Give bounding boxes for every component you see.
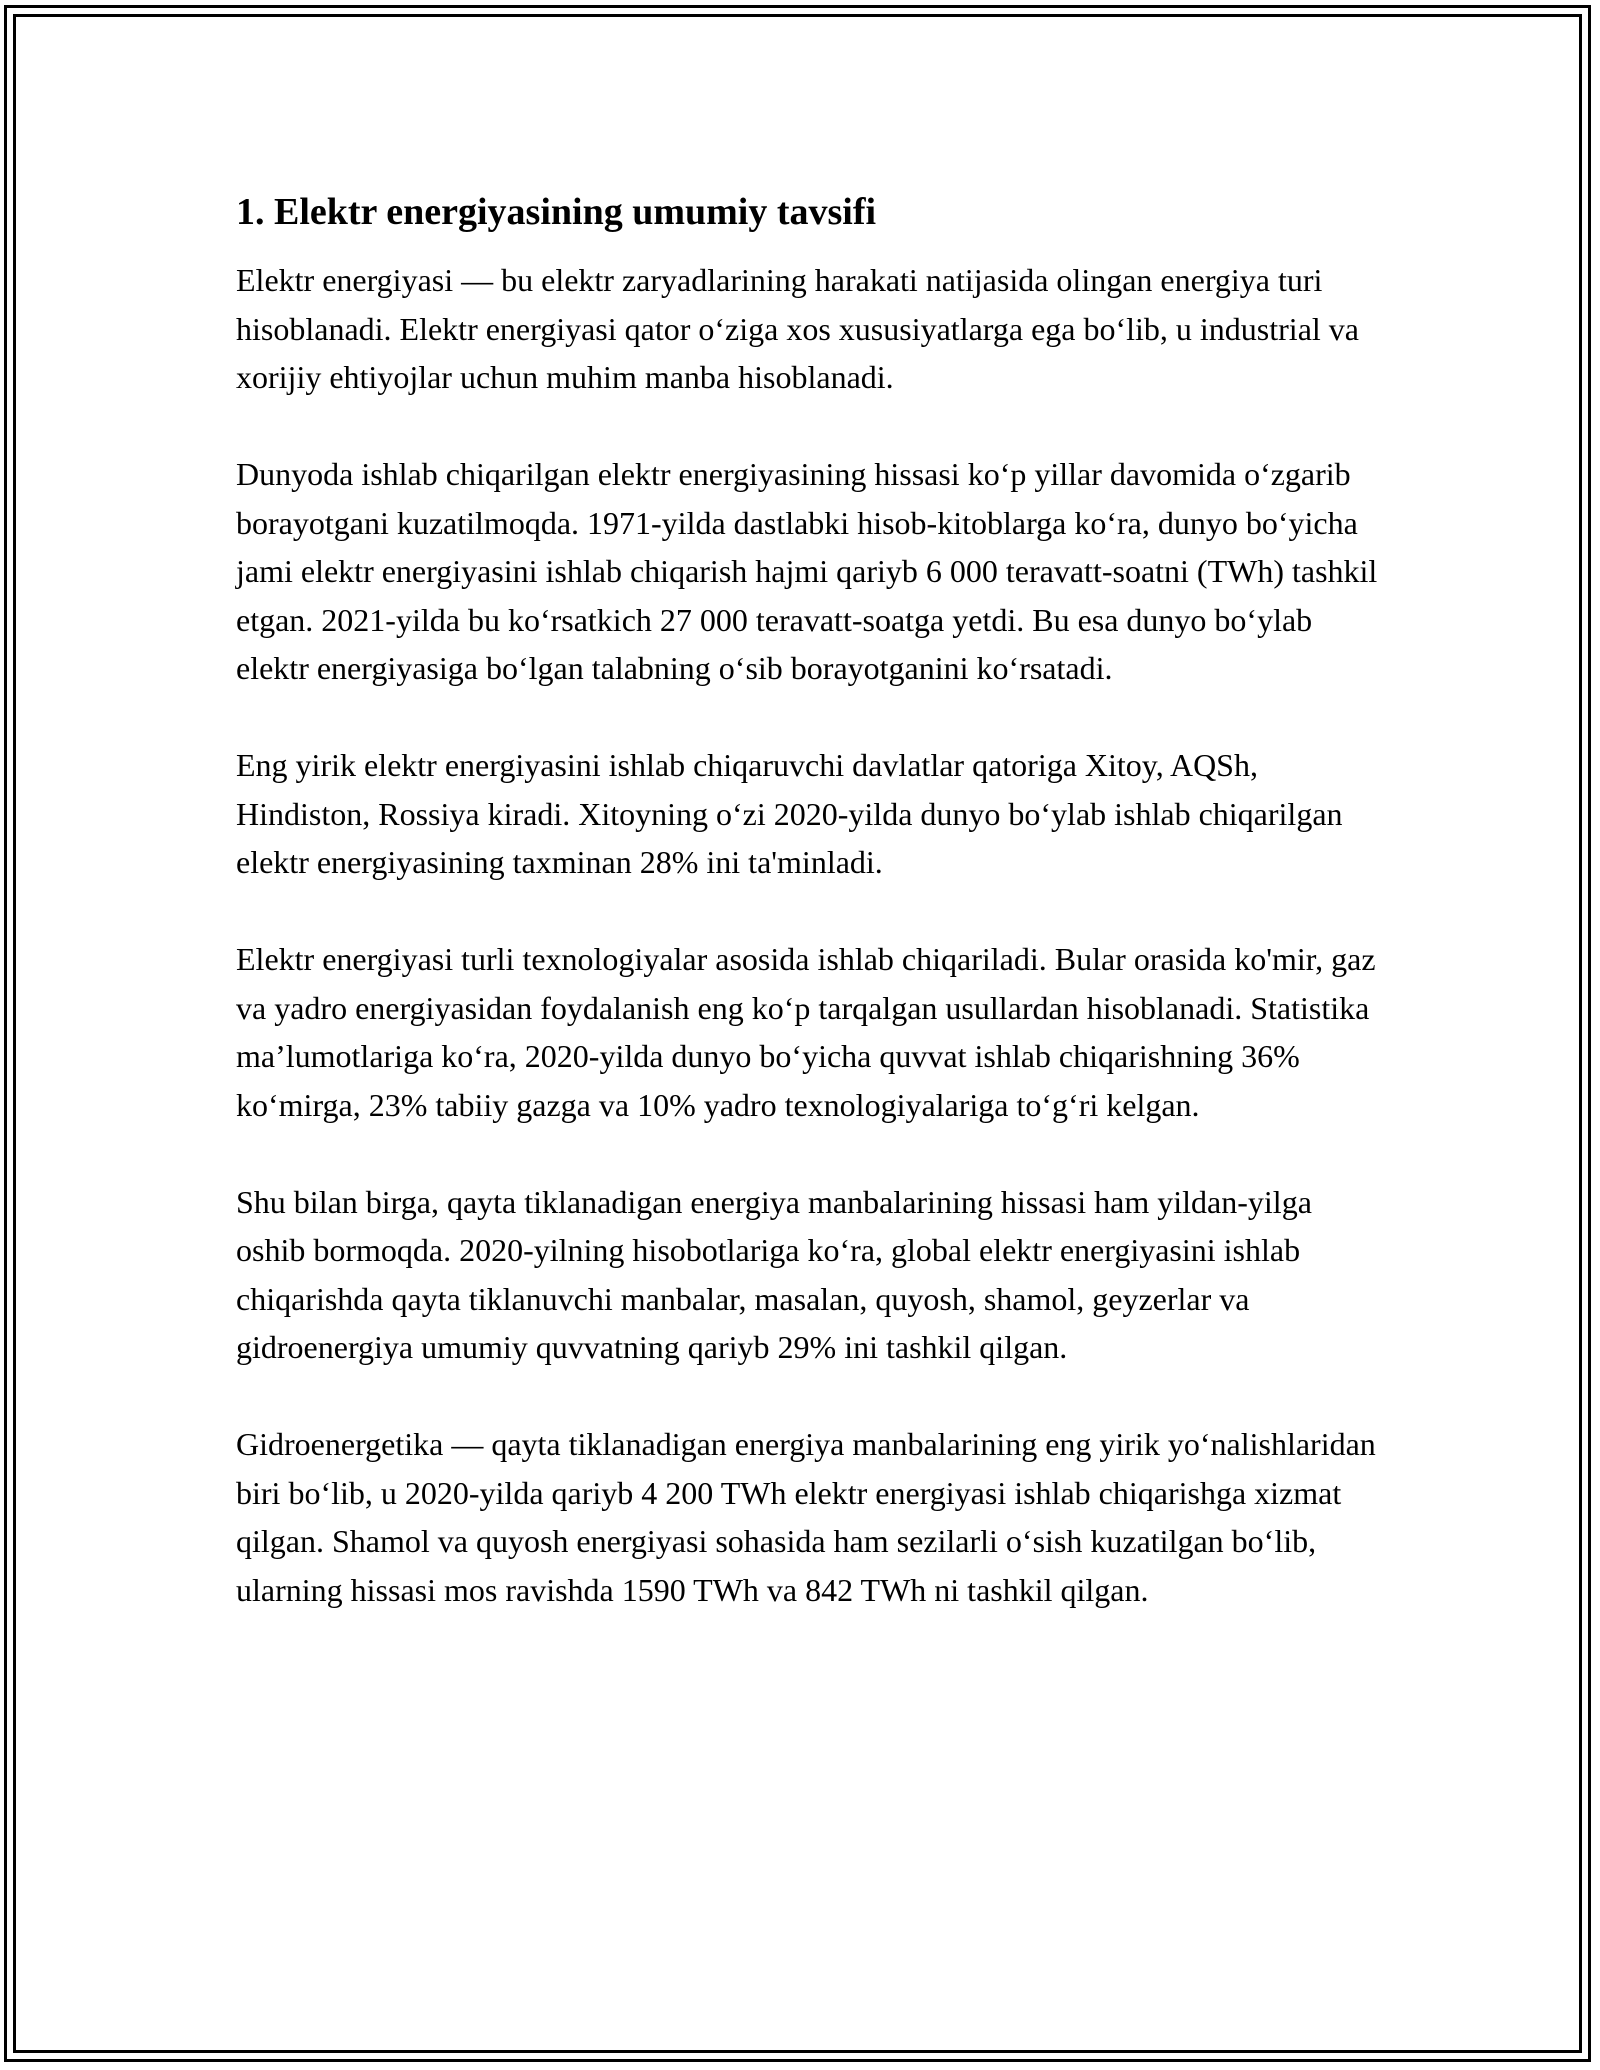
paragraph-largest-producers: Eng yirik elektr energiyasini ishlab chiqaruvchi davlatlar qatoriga Xitoy, AQSh, Hindiston, Rossiya kiradi. Xitoyning oʻzi 2020-yilda dunyo boʻylab ishlab chiqarilgan elektr energiyasining taxminan 28% ini ta'minladi. [236,747,1343,880]
paragraph-world-production: Dunyoda ishlab chiqarilgan elektr energiyasining hissasi koʻp yillar davomida oʻzgarib borayotgani kuzatilmoqda. 1971-yilda dastlabki hisob-kitoblarga koʻra, dunyo boʻyicha jami elektr energiyasini ishlab chiqarish hajmi qariyb 6 000 teravatt-soatni (TWh) tashkil etgan. 2021-yilda bu koʻrsatkich 27 000 teravatt-soatga yetdi. Bu esa dunyo boʻylab elektr energiyasiga boʻlgan talabning oʻsib borayotganini koʻrsatadi. [236,456,1378,686]
section-heading: 1. Elektr energiyasining umumiy tavsifi [236,191,877,233]
paragraph-technologies: Elektr energiyasi turli texnologiyalar asosida ishlab chiqariladi. Bular orasida ko'mir, gaz va yadro energiyasidan foydalanish eng koʻp tarqalgan usullardan hisoblanadi. Statistika maʼlumotlariga koʻra, 2020-yilda dunyo boʻyicha quvvat ishlab chiqarishning 36% koʻmirga, 23% tabiiy gazga va 10% yadro texnologiyalariga toʻgʻri kelgan. [236,941,1376,1123]
paragraph-definition: Elektr energiyasi — bu elektr zaryadlarining harakati natijasida olingan energiya turi hisoblanadi. Elektr energiyasi qator oʻziga xos xususiyatlarga ega boʻlib, u industrial va xorijiy ehtiyojlar uchun muhim manba hisoblanadi. [236,262,1359,395]
paragraph-hydropower: Gidroenergetika — qayta tiklanadigan energiya manbalarining eng yirik yoʻnalishlaridan biri boʻlib, u 2020-yilda qariyb 4 200 TWh elektr energiyasi ishlab chiqarishga xizmat qilgan. Shamol va quyosh energiyasi sohasida ham sezilarli oʻsish kuzatilgan boʻlib, ularning hissasi mos ravishda 1590 TWh va 842 TWh ni tashkil qilgan. [236,1426,1376,1608]
document-body [236,188,1386,1663]
paragraph-renewables: Shu bilan birga, qayta tiklanadigan energiya manbalarining hissasi ham yildan-yilga oshib bormoqda. 2020-yilning hisobotlariga koʻra, global elektr energiyasini ishlab chiqarishda qayta tiklanuvchi manbalar, masalan, quyosh, shamol, geyzerlar va gidroenergiya umumiy quvvatning qariyb 29% ini tashkil qilgan. [236,1183,1312,1365]
